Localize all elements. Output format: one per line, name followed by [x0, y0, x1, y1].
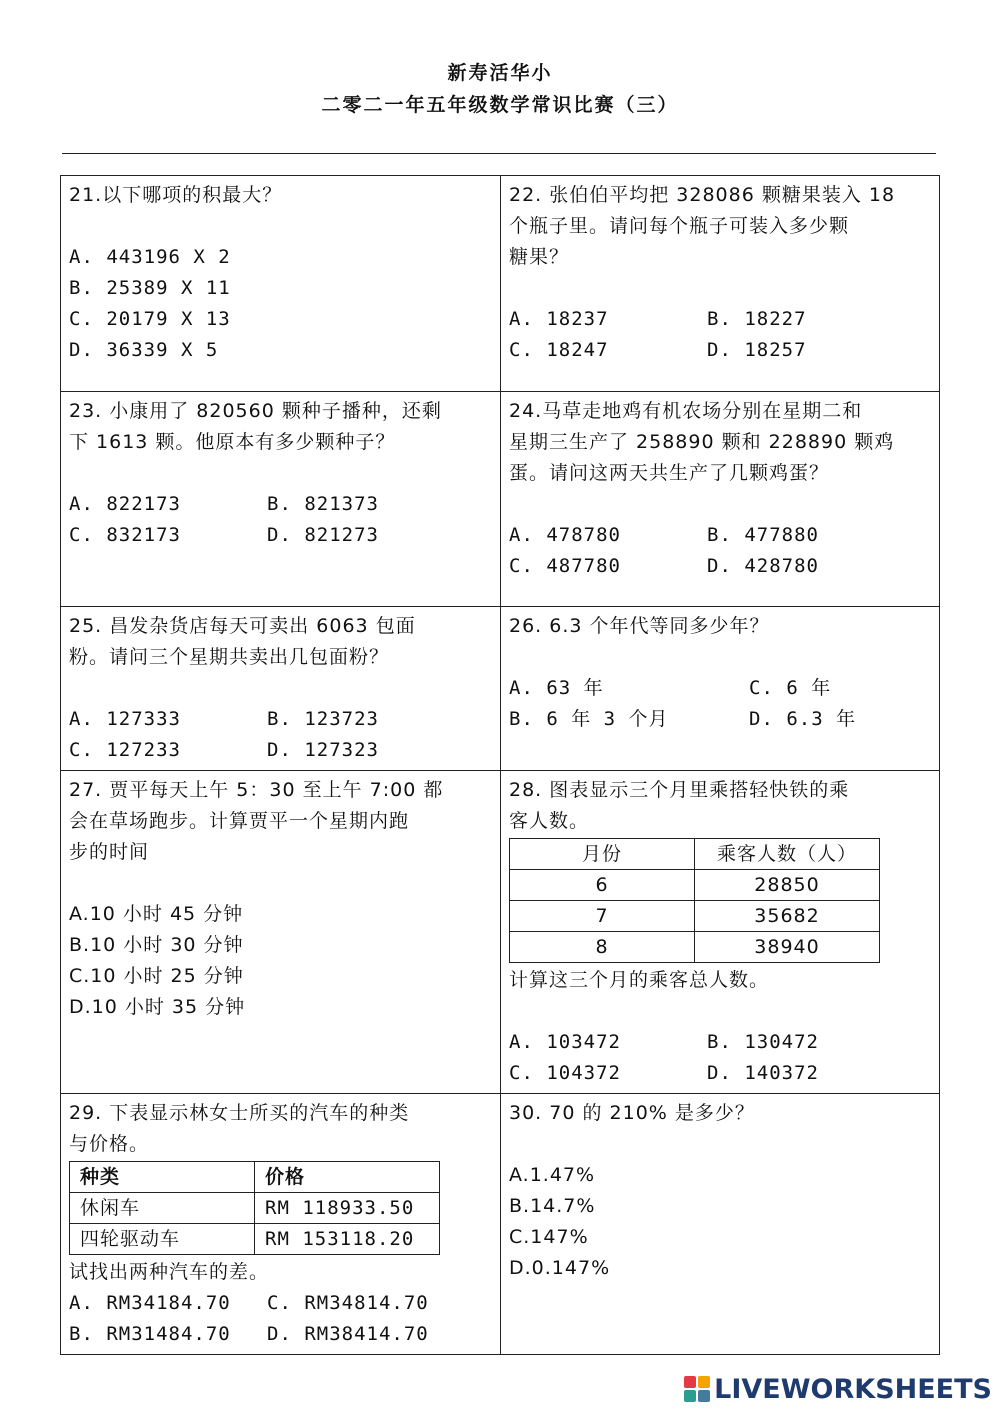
option-a[interactable]: A.10 小时 45 分钟	[69, 903, 244, 925]
option-b[interactable]: B. 123723	[267, 708, 379, 730]
question-text-line: 客人数。	[509, 810, 590, 832]
question-text-line: 24.马草走地鸡有机农场分别在星期二和	[509, 400, 863, 422]
question-text-line: 与价格。	[69, 1133, 150, 1155]
table-cell: 38940	[695, 932, 880, 963]
table-header-cell: 月份	[510, 839, 695, 870]
option-b[interactable]: B.10 小时 30 分钟	[69, 934, 244, 956]
option-d[interactable]: D.10 小时 35 分钟	[69, 996, 246, 1018]
option-d[interactable]: D. 36339 X 5	[69, 339, 219, 361]
option-d[interactable]: D. 6.3 年	[749, 708, 857, 730]
option-d[interactable]: D. RM38414.70	[267, 1323, 429, 1345]
logo-square	[698, 1390, 710, 1402]
option-d[interactable]: D. 127323	[267, 739, 379, 761]
question-27	[61, 771, 501, 1094]
option-a[interactable]: A. RM34184.70	[69, 1292, 231, 1314]
option-b[interactable]: B. RM31484.70	[69, 1323, 231, 1345]
option-c[interactable]: C. 104372	[509, 1062, 621, 1084]
question-text-line: 下 1613 颗。他原本有多少颗种子？	[69, 431, 396, 453]
option-d[interactable]: D. 428780	[707, 555, 819, 577]
option-b[interactable]: B. 25389 X 11	[69, 277, 231, 299]
option-a[interactable]: A. 478780	[509, 524, 621, 546]
question-26	[501, 607, 940, 771]
question-text: 30. 70 的 210% 是多少？	[509, 1102, 755, 1124]
table-header-row	[510, 839, 880, 870]
question-text-line: 星期三生产了 258890 颗和 228890 颗鸡	[509, 431, 895, 453]
question-text-line: 会在草场跑步。计算贾平一个星期内跑	[69, 810, 410, 832]
logo-square	[684, 1376, 696, 1388]
option-a[interactable]: A.1.47%	[509, 1164, 596, 1186]
table-row	[510, 870, 880, 901]
option-b[interactable]: B. 6 年 3 个月	[509, 708, 669, 730]
option-b[interactable]: B. 130472	[707, 1031, 819, 1053]
option-a[interactable]: A. 127333	[69, 708, 181, 730]
worksheet-header	[0, 58, 1000, 122]
question-text-line: 26. 6.3 个年代等同多少年？	[509, 615, 770, 637]
logo-text: LIVEWORKSHEETS	[714, 1373, 992, 1405]
question-text: 21.以下哪项的积最大？	[69, 184, 283, 206]
table-cell: 8	[510, 932, 695, 963]
worksheet-title: 二零二一年五年级数学常识比赛（三）	[321, 94, 679, 116]
option-b[interactable]: B.14.7%	[509, 1195, 596, 1217]
table-header-row	[70, 1162, 440, 1193]
liveworksheets-logo	[684, 1371, 992, 1407]
table-row	[70, 1193, 440, 1224]
question-text-line: 27. 贾平每天上午 5：30 至上午 7:00 都	[69, 779, 444, 801]
question-21	[61, 176, 501, 392]
option-c[interactable]: C. 18247	[509, 339, 609, 361]
table-cell: 28850	[695, 870, 880, 901]
table-row	[70, 1224, 440, 1255]
option-b[interactable]: B. 821373	[267, 493, 379, 515]
table-header-cell: 种类	[70, 1162, 255, 1193]
table-cell: 6	[510, 870, 695, 901]
table-cell: 休闲车	[70, 1193, 255, 1224]
table-row	[510, 932, 880, 963]
logo-icon	[684, 1376, 710, 1402]
question-text-line: 25. 昌发杂货店每天可卖出 6063 包面	[69, 615, 416, 637]
table-cell: RM 118933.50	[255, 1193, 440, 1224]
option-c[interactable]: C. 487780	[509, 555, 621, 577]
option-c[interactable]: C.147%	[509, 1226, 589, 1248]
table-cell: 7	[510, 901, 695, 932]
question-29	[61, 1094, 501, 1355]
table-cell: 四轮驱动车	[70, 1224, 255, 1255]
option-c[interactable]: C. 20179 X 13	[69, 308, 231, 330]
question-grid	[60, 175, 940, 1355]
option-c[interactable]: C. 127233	[69, 739, 181, 761]
question-text-line: 个瓶子里。请问每个瓶子可装入多少颗	[509, 215, 850, 237]
question-text-line: 蛋。请问这两天共生产了几颗鸡蛋？	[509, 462, 830, 484]
question-24	[501, 392, 940, 607]
table-cell: RM 153118.20	[255, 1224, 440, 1255]
option-c[interactable]: C. 6 年	[749, 677, 832, 699]
logo-square	[684, 1390, 696, 1402]
question-prompt: 试找出两种汽车的差。	[69, 1261, 270, 1283]
option-c[interactable]: C. RM34814.70	[267, 1292, 429, 1314]
question-prompt: 计算这三个月的乘客总人数。	[509, 969, 770, 991]
option-a[interactable]: A. 103472	[509, 1031, 621, 1053]
table-header-cell: 价格	[255, 1162, 440, 1193]
question-text-line: 粉。请问三个星期共卖出几包面粉？	[69, 646, 390, 668]
header-divider	[62, 153, 936, 154]
option-c[interactable]: C. 832173	[69, 524, 181, 546]
question-28	[501, 771, 940, 1094]
logo-square	[698, 1376, 710, 1388]
question-23	[61, 392, 501, 607]
option-d[interactable]: D. 821273	[267, 524, 379, 546]
question-text-line: 糖果？	[509, 246, 570, 268]
table-row	[510, 901, 880, 932]
option-a[interactable]: A. 443196 X 2	[69, 246, 231, 268]
school-name: 新寿活华小	[447, 62, 553, 84]
car-price-table	[69, 1161, 440, 1255]
option-a[interactable]: A. 63 年	[509, 677, 604, 699]
option-d[interactable]: D. 140372	[707, 1062, 819, 1084]
question-22	[501, 176, 940, 392]
question-text-line: 29. 下表显示林女士所买的汽车的种类	[69, 1102, 410, 1124]
table-cell: 35682	[695, 901, 880, 932]
question-text-line: 步的时间	[69, 841, 150, 863]
option-d[interactable]: D. 18257	[707, 339, 807, 361]
option-b[interactable]: B. 18227	[707, 308, 807, 330]
question-text-line: 22. 张伯伯平均把 328086 颗糖果装入 18	[509, 184, 896, 206]
passenger-table	[509, 838, 880, 963]
option-a[interactable]: A. 822173	[69, 493, 181, 515]
table-header-cell: 乘客人数（人）	[695, 839, 880, 870]
question-text-line: 23. 小康用了 820560 颗种子播种，还剩	[69, 400, 442, 422]
question-text-line: 28. 图表显示三个月里乘搭轻快铁的乘	[509, 779, 850, 801]
option-d[interactable]: D.0.147%	[509, 1257, 611, 1279]
option-c[interactable]: C.10 小时 25 分钟	[69, 965, 244, 987]
question-30	[501, 1094, 940, 1355]
question-25	[61, 607, 501, 771]
option-b[interactable]: B. 477880	[707, 524, 819, 546]
option-a[interactable]: A. 18237	[509, 308, 609, 330]
